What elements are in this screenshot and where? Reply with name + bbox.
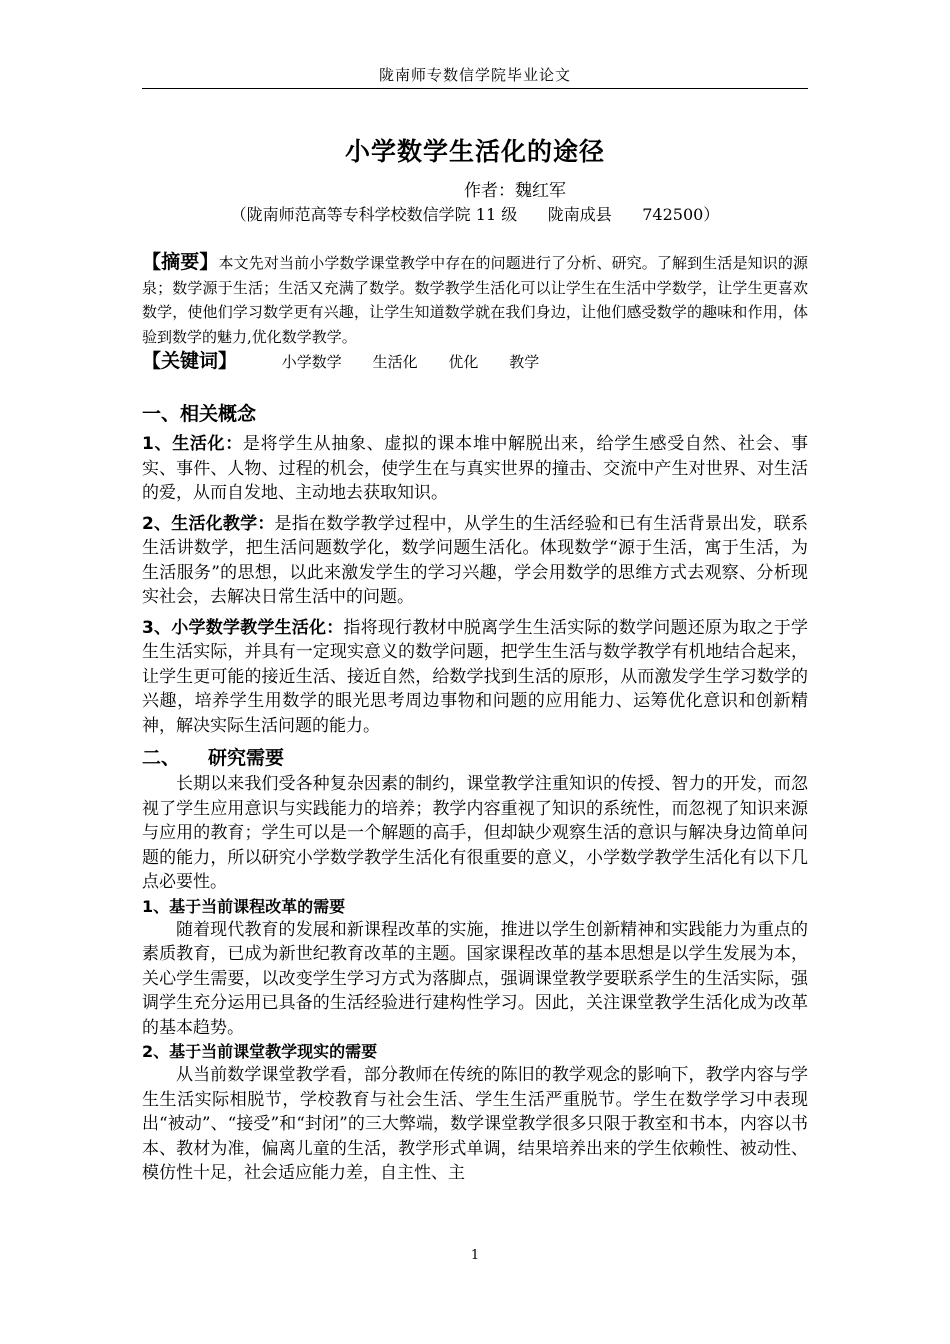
- abstract-label: 【摘要】: [142, 251, 219, 273]
- affiliation-line: （陇南师范高等专科学校数信学院 11 级 陇南成县 742500）: [230, 205, 720, 224]
- abstract: [142, 250, 808, 349]
- definition-paragraph: [142, 512, 808, 610]
- subsection-heading: 2、基于当前课堂教学现实的需要: [142, 1042, 378, 1061]
- definition-paragraph: [142, 616, 808, 739]
- header-rule: [142, 88, 808, 89]
- definition-paragraph: [142, 432, 808, 506]
- section-heading: [142, 744, 808, 772]
- definition-text: 是将学生从抽象、虚拟的课本堆中解脱出来，给学生感受自然、社会、事实、事件、人物、过程的机会，使学生在与真实世界的撞击、交流中产生对世界、对生活的爱，从而自发地、主动地去获取知识。: [142, 434, 808, 503]
- definition-text: 指将现行教材中脱离学生生活实际的数学问题还原为取之于学生生活实际，并具有一定现实意义的数学问题，把学生生活与数学教学有机地结合起来，让学生更可能的接近生活、接近自然，给数学找到生活的原形，从而激发学生学习数学的兴趣，培养学生用数学的眼光思考周边事物和问题的应用能力、运筹优化意识和创新精神，解决实际生活问题的能力。: [142, 617, 809, 736]
- section-number: 二、: [142, 747, 181, 769]
- section-heading: 一、相关概念: [142, 403, 257, 425]
- keyword: 教学: [509, 353, 540, 371]
- section-title: 研究需要: [208, 747, 285, 769]
- paper-title: 小学数学生活化的途径: [344, 137, 605, 166]
- body-paragraph: 从当前数学课堂教学看，部分教师在传统的陈旧的教学观念的影响下，教学内容与学生生活实际相脱节，学校教育与社会生活、学生生活严重脱节。学生在数学学习中表现出“被动”、“接受”和“封闭”的三大弊端，数学课堂教学很多只限于教室和书本，内容以书本、教材为准，偏离儿童的生活，教学形式单调，结果培养出来的学生依赖性、被动性、模仿性十足，社会适应能力差，自主性、主: [142, 1065, 808, 1183]
- running-header: 陇南师专数信学院毕业论文: [378, 66, 571, 84]
- definition-label: 2、生活化教学：: [142, 513, 275, 534]
- body-text: [142, 400, 808, 1186]
- definition-text: 是指在数学教学过程中，从学生的生活经验和已有生活背景出发，联系生活讲数学，把生活问题数学化，数学问题生活化。体现数学“源于生活，寓于生活，为生活服务”的思想，以此来激发学生的学习兴趣，学会用数学的思维方式去观察、分析现实社会，去解决日常生活中的问题。: [142, 513, 808, 607]
- subsection-heading: 1、基于当前课程改革的需要: [142, 896, 346, 916]
- definition-label: 3、小学数学教学生活化：: [142, 617, 344, 638]
- author-line: 作者：魏红军: [464, 181, 566, 201]
- body-paragraph: 长期以来我们受各种复杂因素的制约，课堂教学注重知识的传授、智力的开发，而忽视了学生应用意识与实践能力的培养；教学内容重视了知识的系统性，而忽视了知识来源与应用的教育；学生可以是一个解题的高手，但却缺少观察生活的意识与解决身边简单问题的能力，所以研究小学数学教学生活化有很重要的意义，小学数学教学生活化有以下几点必要性。: [142, 774, 808, 892]
- keyword: 优化: [448, 353, 479, 371]
- page-number: 1: [470, 1248, 480, 1263]
- body-paragraph: 随着现代教育的发展和新课程改革的实施，推进以学生创新精神和实践能力为重点的素质教育，已成为新世纪教育改革的主题。国家课程改革的基本思想是以学生发展为本，关心学生需要，以改变学生学习方式为落脚点，强调课堂教学要联系学生的生活实际，强调学生充分运用已具备的生活经验进行建构性学习。因此，关注课堂教学生活化成为改革的基本趋势。: [142, 919, 808, 1038]
- abstract-text: 本文先对当前小学数学课堂教学中存在的问题进行了分析、研究。了解到生活是知识的源泉；数学源于生活；生活又充满了数学。数学教学生活化可以让学生在生活中学数学，让学生更喜欢数学，使他们学习数学更有兴趣，让学生知道数学就在我们身边，让他们感受数学的趣味和作用，体验到数学的魅力,优化数学教学。: [142, 254, 808, 346]
- keywords: [142, 348, 808, 375]
- definition-label: 1、生活化：: [142, 434, 243, 454]
- keyword: 小学数学: [281, 353, 342, 371]
- keywords-label: 【关键词】: [142, 350, 238, 372]
- keyword: 生活化: [372, 353, 418, 371]
